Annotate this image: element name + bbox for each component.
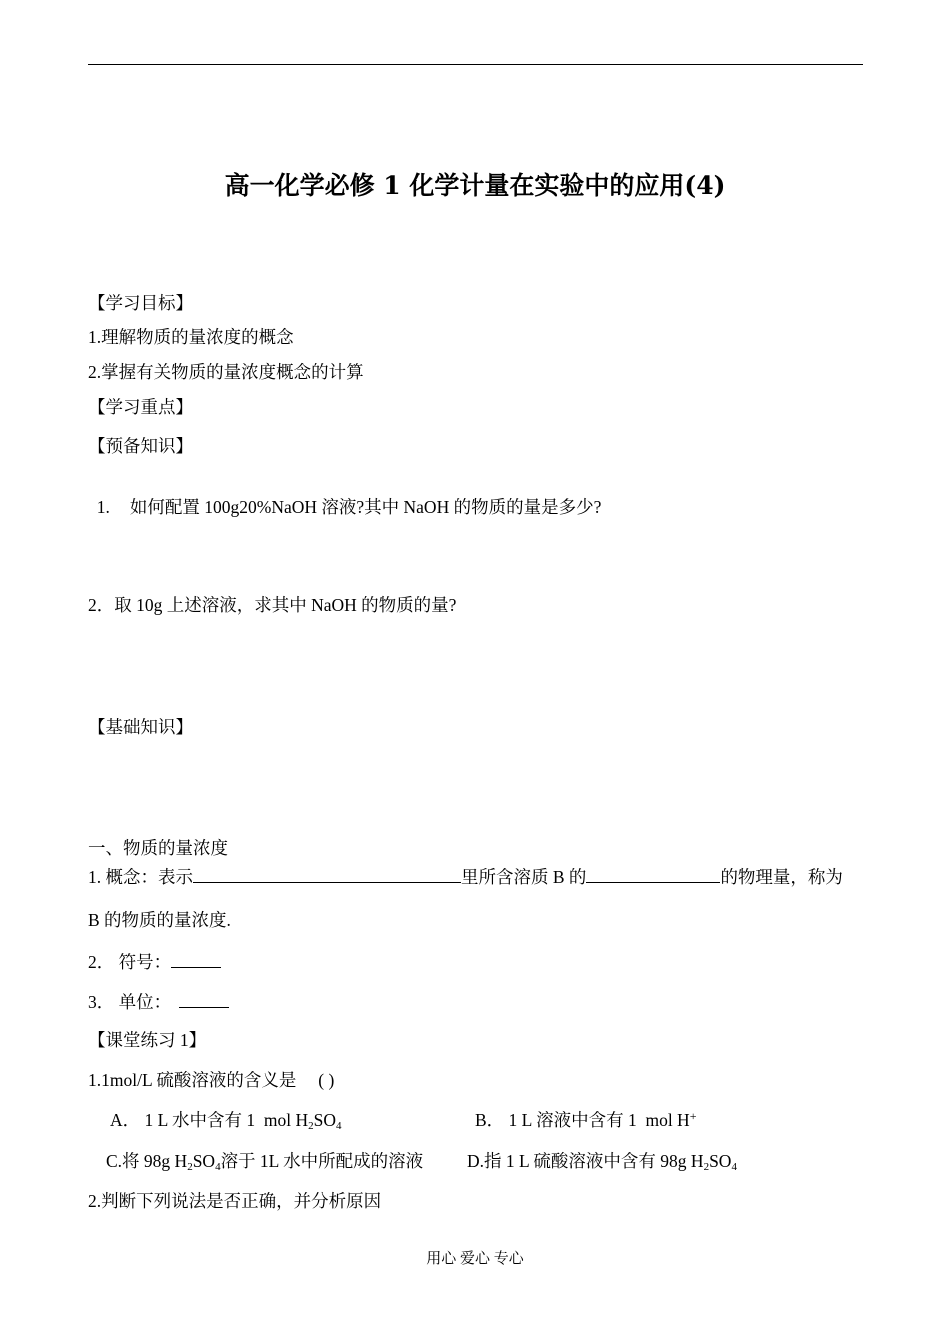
unit-blank[interactable] [179,989,229,1008]
option-c [106,1150,423,1172]
unit-label: 3． 单位： [88,992,172,1012]
question-1-stem: 1.1mol/L 硫酸溶液的含义是 ( ) [88,1070,335,1090]
option-b-text: B． 1 L 溶液中含有 1 mol H [475,1110,690,1130]
concept-blank-2[interactable] [586,864,720,883]
option-a-sub-2: 4 [336,1120,342,1132]
symbol-label: 2． 符号： [88,952,172,972]
option-a-text: A． 1 L 水中含有 1 mol H [110,1110,309,1130]
option-d-sub-2: 4 [731,1161,737,1173]
option-b-sup: + [689,1109,697,1123]
option-c-text: C.将 98g H [106,1151,188,1171]
goal-2: 2.掌握有关物质的量浓度概念的计算 [88,362,364,382]
concept-text-b: 里所含溶质 B 的 [461,867,587,887]
option-a-sub-1: 2 [308,1120,314,1132]
unit-line [88,989,229,1013]
prep-question-1 [88,474,601,518]
practice-heading: 【课堂练习 1】 [88,1030,207,1050]
prep-heading: 【预备知识】 [88,436,193,456]
prep-question-2: 2．取 10g 上述溶液，求其中 NaOH 的物质的量? [88,595,457,615]
option-c-mid: SO [192,1151,216,1171]
symbol-line [88,949,221,973]
focus-heading: 【学习重点】 [88,397,193,417]
option-a [110,1109,342,1131]
option-b [475,1109,696,1131]
option-c-post: 溶于 1L 水中所配成的溶液 [220,1151,424,1171]
prep-question-1-number: 1. [96,497,110,517]
page-footer: 用心 爱心 专心 [426,1251,524,1267]
option-d-mid: SO [709,1151,732,1171]
concept-text-c: 的物理量，称为 [720,867,843,887]
concept-line [88,864,843,888]
option-d [467,1150,737,1172]
top-rule [88,64,863,65]
prep-question-1-text: 如何配置 100g20%NaOH 溶液?其中 NaOH 的物质的量是多少? [129,497,602,517]
basic-heading: 【基础知识】 [88,717,193,737]
concept-text-a: 1. 概念：表示 [88,867,193,887]
concept-line-2: B 的物质的量浓度. [88,910,231,930]
question-2: 2.判断下列说法是否正确，并分析原因 [88,1191,382,1211]
goal-1: 1.理解物质的量浓度的概念 [88,327,294,347]
symbol-blank[interactable] [171,949,221,968]
concept-blank-1[interactable] [193,864,461,883]
option-d-sub-1: 2 [703,1161,710,1173]
option-a-mid: SO [313,1110,337,1130]
option-d-text: D.指 1 L 硫酸溶液中含有 98g H [467,1151,704,1171]
part1-heading: 一、物质的量浓度 [88,838,228,858]
goals-heading: 【学习目标】 [88,293,193,313]
option-c-sub-2: 4 [215,1161,221,1173]
page-title: 高一化学必修 1 化学计量在实验中的应用(4) [224,171,726,200]
option-c-sub-1: 2 [187,1161,193,1173]
